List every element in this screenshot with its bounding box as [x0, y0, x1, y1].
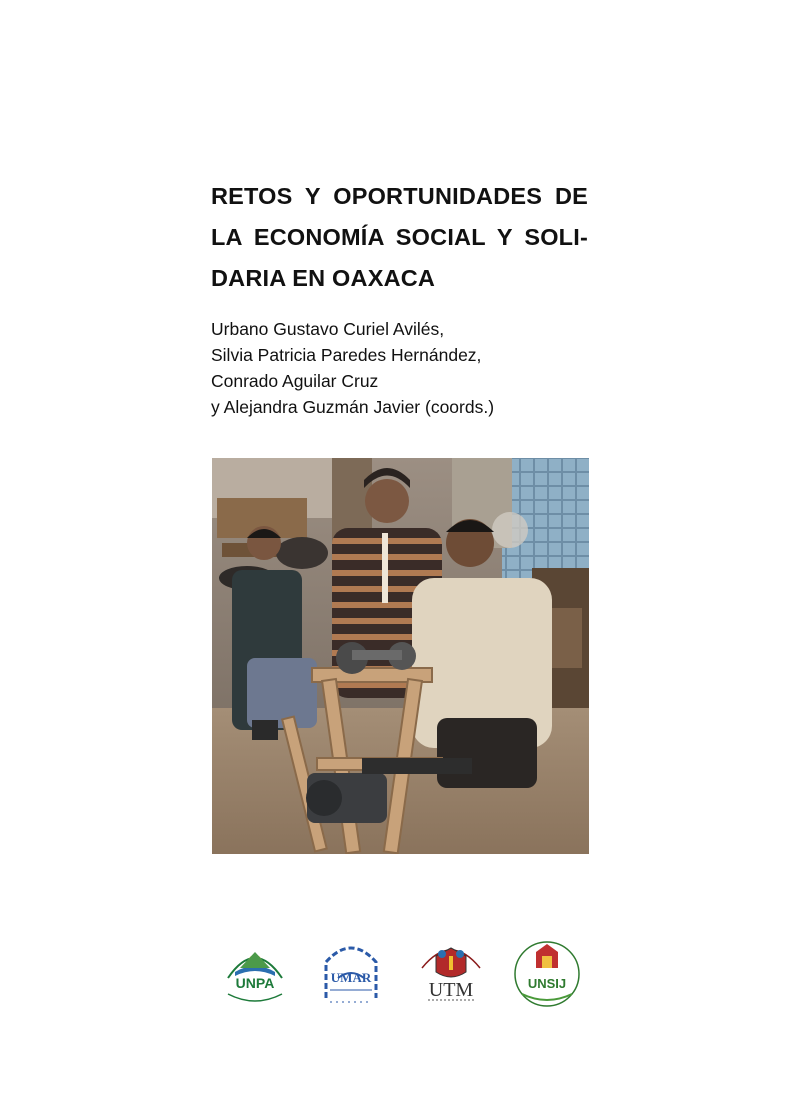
title-line-1: RETOS Y OPORTUNIDADES DE	[211, 183, 588, 209]
unpa-logo	[220, 938, 290, 1010]
umar-logo-text: UMAR	[330, 970, 372, 985]
umar-logo	[316, 938, 386, 1010]
institution-logos	[220, 938, 580, 1018]
unsij-logo-text: UNSIJ	[527, 976, 567, 991]
unpa-logo-text: UNPA	[235, 975, 275, 991]
unsij-logo	[512, 938, 582, 1010]
author-line-2: Silvia Patricia Paredes Hernández,	[211, 345, 482, 365]
author-line-1: Urbano Gustavo Curiel Avilés,	[211, 319, 445, 339]
authors-block	[211, 316, 591, 420]
title-line-3: DARIA EN OAXACA	[211, 265, 436, 291]
utm-logo-text: UTM	[428, 979, 474, 1001]
cover-photo	[212, 458, 589, 854]
title-line-2: LA ECONOMÍA SOCIAL Y SOLI-	[211, 224, 588, 250]
author-line-4: y Alejandra Guzmán Javier (coords.)	[211, 397, 495, 417]
utm-logo	[416, 938, 486, 1010]
book-title	[211, 176, 588, 299]
author-line-3: Conrado Aguilar Cruz	[211, 371, 379, 391]
